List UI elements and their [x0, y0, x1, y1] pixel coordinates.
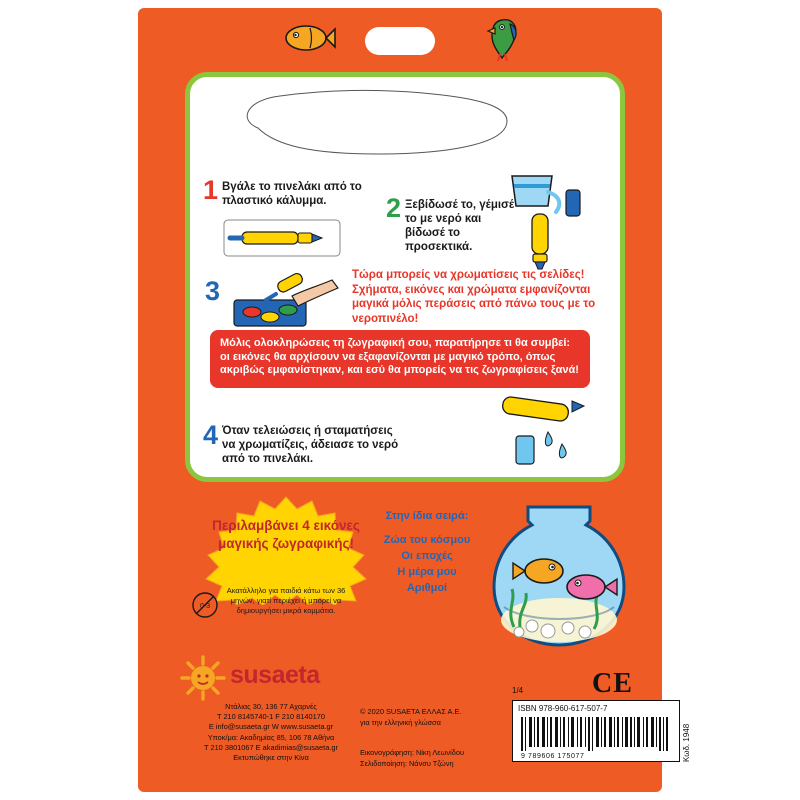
- copyright-line: για την ελληνική γλώσσα: [360, 717, 441, 727]
- step-1-number: 1: [203, 175, 219, 205]
- step-4-text: Όταν τελειώσεις ή σταματήσεις να χρωματίζεις, άδειασε το νερό από το πινελάκι.: [222, 425, 399, 465]
- sun-logo-icon: [180, 655, 226, 701]
- decorative-blob: [228, 86, 518, 158]
- age-warning-text: Ακατάλληλο για παιδιά κάτω των 36 μηνών, γιατί περιέχει ή μπορεί να δημιουργήσει μικρά κομμάτια.: [226, 586, 346, 615]
- barcode-number: 9 789606 175077: [521, 753, 585, 760]
- brand-name: susaeta: [230, 661, 320, 689]
- hang-hole: [365, 27, 435, 55]
- isbn-text: ISBN 978-960-617-507-7: [518, 704, 608, 713]
- barcode-block: [512, 700, 680, 762]
- address-line: T 210 3801067 E akadimias@susaeta.gr: [204, 742, 338, 752]
- same-series-block: [352, 508, 502, 596]
- svg-text:0-3: 0-3: [199, 603, 211, 610]
- hand-painting-illustration: [232, 262, 342, 330]
- brand-logo: [180, 655, 360, 697]
- address-line: Εκτυπώθηκε στην Κίνα: [233, 753, 309, 763]
- address-line: Υποκ/μα: Ακαδημίας 85, 106 78 Αθήνα: [207, 732, 335, 742]
- step-1-text: Βγάλε το πινελάκι από το πλαστικό κάλυμμα.: [222, 181, 362, 207]
- step-3-number: 3: [205, 276, 221, 306]
- step-2-number: 2: [386, 193, 402, 223]
- magic-info-text: Μόλις ολοκληρώσεις τη ζωγραφική σου, παρατήρησε τι θα συμβεί: οι εικόνες θα αρχίσουν να εξαφανίζονται με μαγικό τρόπο, όπως ακριβώς εμφανίστηκαν, και εσύ θα μπορείς να τις ζωγραφίσεις ξανά!: [220, 337, 579, 376]
- step-3-text: Τώρα μπορείς να χρωματίσεις τις σελίδες! Σχήματα, εικόνες και χρώματα εμφανίζονται μαγικά μόλις περάσεις από πάνω τους με το νεροπινέλο!: [352, 269, 596, 325]
- step-2-text: Ξεβίδωσέ το, γέμισέ το με νερό και βίδωσέ το προσεκτικά.: [405, 199, 515, 253]
- fish-icon: [280, 20, 336, 56]
- fishbowl-icon: [486, 495, 632, 650]
- same-series-title: Στην ίδια σειρά:: [385, 510, 469, 522]
- includes-badge-text: Περιλαμβάνει 4 εικόνες μαγικής ζωγραφικής!: [212, 518, 360, 551]
- copyright-line: © 2020 SUSAETA ΕΛΛΑΣ Α.Ε.: [360, 707, 462, 716]
- address-line: T 210 8145740-1 F 210 8140170: [217, 712, 325, 722]
- address-line: E info@susaeta.gr W www.susaeta.gr: [208, 722, 334, 732]
- filling-brush-illustration: [504, 170, 604, 270]
- page-fraction: 1/4: [512, 686, 524, 695]
- emptying-brush-illustration: [500, 388, 610, 476]
- company-address: [176, 702, 366, 763]
- step-4-number: 4: [203, 420, 219, 450]
- credits-line: Σελιδοποίηση: Νάνσυ Τζώνη: [360, 758, 454, 768]
- ce-mark: CE: [592, 668, 633, 699]
- credits-line: Εικονογράφηση: Νίκη Λεωνίδου: [360, 748, 464, 757]
- brush-in-sleeve-illustration: [222, 212, 342, 260]
- magic-info-box: [210, 330, 590, 388]
- age-warning-icon: [192, 592, 218, 618]
- barcode-bars: [521, 717, 669, 751]
- series-item: Οι εποχές: [401, 550, 453, 562]
- product-code: Κωδ. 1948: [682, 723, 691, 762]
- series-item: Ζώα του κόσμου: [383, 534, 471, 546]
- series-item: Αριθμοί: [406, 582, 448, 594]
- address-line: Ντάλιας 30, 136 77 Αχαρνές: [225, 702, 317, 711]
- parrot-icon: [482, 14, 528, 62]
- series-item: Η μέρα μου: [397, 566, 457, 578]
- copyright-block: [360, 707, 530, 728]
